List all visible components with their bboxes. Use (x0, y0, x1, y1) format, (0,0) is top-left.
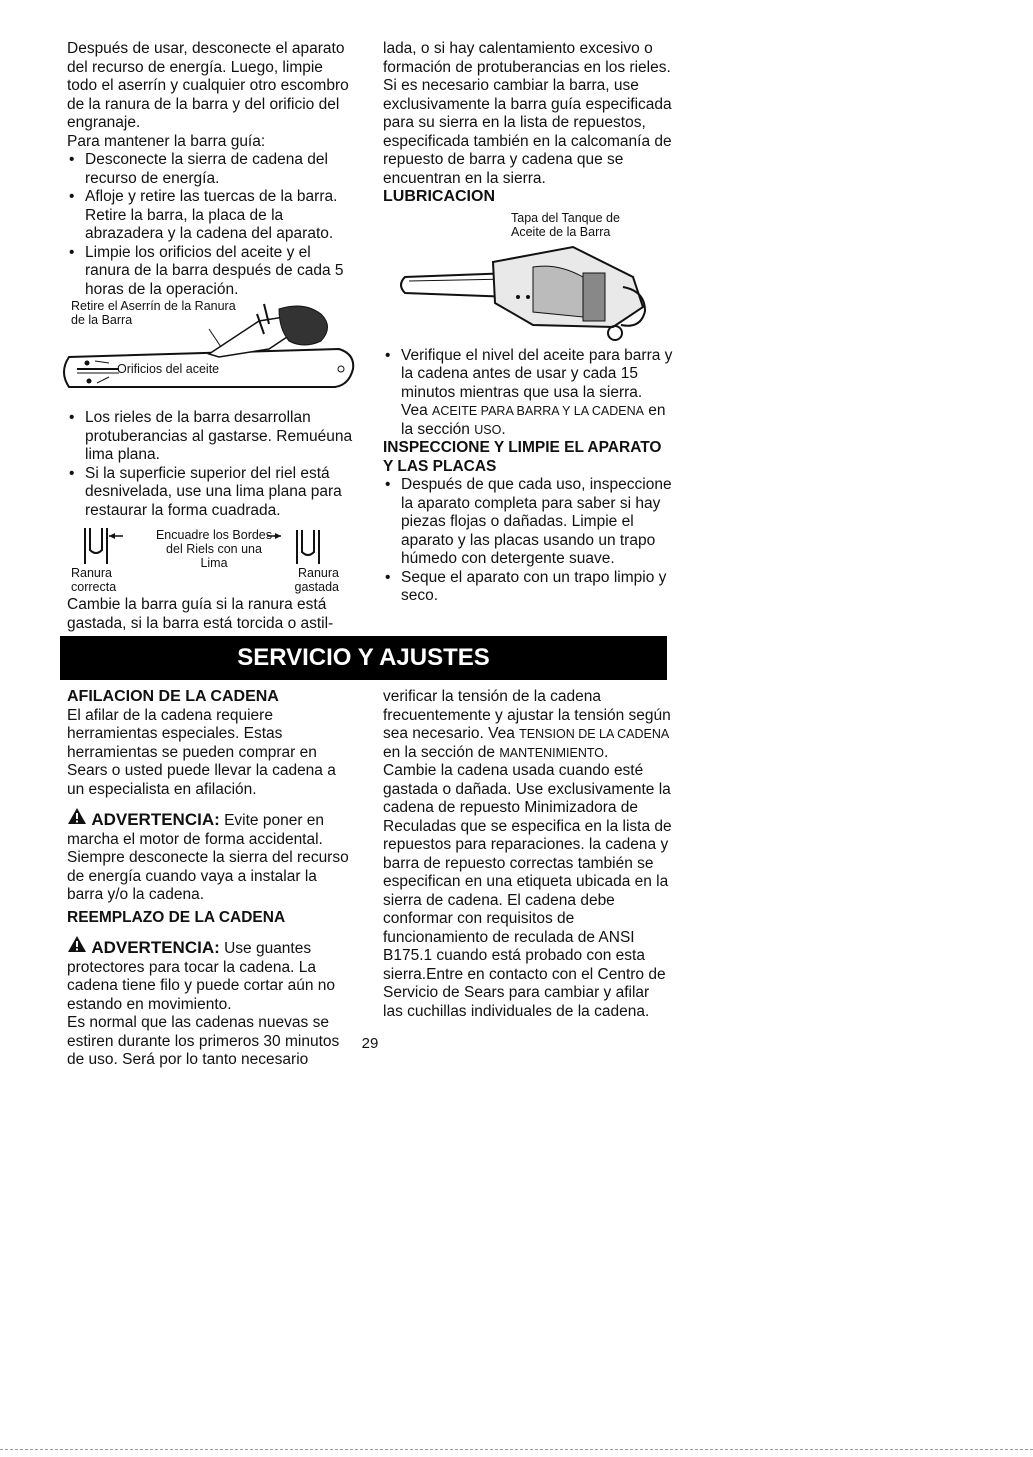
oil-cap-label: Tapa del Tanque de Aceite de la Barra (511, 210, 620, 239)
list-item: • Verifique el nivel del aceite para barra y la cadena antes de usar y cada 15 minutos mientras que usa la sierra. Vea ACEITE PARA BARRA Y LA CADENA en la sección USO. (383, 347, 673, 440)
sharpen-paragraph: El afilar de la cadena requiere herramientas especiales. Estas herramientas se pueden comprar en Sears o usted puede llevar la cadena a un especialista en afilación. (67, 706, 336, 798)
lub-ref-2: USO (474, 422, 502, 437)
tension-text-b: en la sección de (383, 743, 496, 761)
maintenance-ref: MANTENIMIENTO (499, 745, 604, 760)
list-item: • Desconecte la sierra de cadena del recurso de energía. (67, 151, 357, 188)
replace-chain-paragraph: Cambie la cadena usada cuando esté gastada o dañada. Use exclusivamente la cadena de repuesto Minimizadora de Reculadas que se especifica en la lista de repuestos para reparaciones. la cadena y barra de repuesto correctas también se especifican en una etiqueta ubicada en la sierra de cadena. El cadena debe conformar con requisitos de funcionamiento de reculada de ANSI B175.1 cuando está probado con esta sierra.Entre en contacto con el Centro de Servicio de Sears para cambiar y afilar las cuchillas individuales de la cadena. (383, 762, 672, 1020)
square-rails-label: Encuadre los Bordes del Riels con una Lima (155, 528, 273, 570)
replace-heading: REEMPLAZO DE LA CADENA (67, 908, 286, 926)
warning-2-text: Use guantes protectores para tocar la cadena. La cadena tiene filo y puede cortar aún no estando en movimiento. (67, 940, 335, 1013)
lubrication-heading: LUBRICACION (383, 188, 495, 205)
correct-groove-label: Ranura correcta (71, 566, 117, 594)
list-item: • Seque el aparato con un trapo limpio y seco. (383, 569, 673, 606)
lub-text-2: en la sección (401, 402, 666, 438)
list-item: • Los rieles de la barra desarrollan protuberancias al gastarse. Remuéuna lima plana. (67, 409, 357, 465)
list-item: • Si la superficie superior del riel está desnivelada, use una lima plana para restaurar la forma cuadrada. (67, 465, 357, 521)
page-number: 29 (361, 1035, 379, 1052)
lub-ref-1: ACEITE PARA BARRA Y LA CADENA (432, 404, 644, 418)
right-top-column (383, 40, 673, 606)
sharpen-heading: AFILACION DE LA CADENA (67, 688, 279, 705)
worn-groove-label: Ranura gastada (294, 566, 339, 594)
left-top-column (67, 40, 357, 633)
section-banner: SERVICIO Y AJUSTES (60, 636, 667, 680)
intro-paragraph: Después de usar, desconecte el aparato del recurso de energía. Luego, limpie todo el aserrín y cualquier otro escombro de la ranura de la barra y del orificio del engranaje. (67, 40, 349, 131)
warning-2 (67, 935, 357, 1014)
page-edge-divider (0, 1449, 1033, 1450)
stretch-paragraph: Es normal que las cadenas nuevas se estiren durante los primeros 30 minutos de uso. Será por lo tanto necesario (67, 1014, 340, 1068)
rail-groove-figure (67, 520, 347, 596)
right-bottom-column (383, 688, 673, 1021)
tension-paragraph: verificar la tensión de la cadena frecuentemente y ajustar la tensión según sea necesario. Vea TENSION DE LA CADENA en la sección de MANTENIMIENTO. (383, 688, 671, 761)
lub-text-1: Verifique el nivel del aceite para barra y la cadena antes de usar y cada 15 minutos mientras que usa la sierra. Vea (401, 346, 673, 419)
warning-icon (67, 812, 91, 829)
warning-1-text: Evite poner en marcha el motor de forma accidental. Siempre desconecte la sierra del recurso de energía cuando vaya a instalar la barra y/o la cadena. (67, 812, 349, 903)
bar-slot-label: Retire el Aserrín de la Ranura de la Barra (71, 299, 236, 327)
list-item: • Después de que cada uso, inspeccione la aparato completa para saber si hay piezas flojas o dañadas. Limpie el aparato y las placas usando un trapo húmedo con detergente suave. (383, 476, 673, 569)
inspect-heading: INSPECCIONE Y LIMPIE EL APARATO Y LAS PLACAS (383, 439, 662, 475)
list-item: • Afloje y retire las tuercas de la barra. Retire la barra, la placa de la abrazadera y la cadena del aparato. (67, 188, 357, 244)
list-item: • Limpie los orificios del aceite y el ranura de la barra después de cada 5 horas de la operación. (67, 244, 357, 300)
tension-text-a: verificar la tensión de la cadena frecuentemente y ajustar la tensión según sea necesario. Vea (383, 688, 671, 742)
warning-label: ADVERTENCIA: (91, 810, 220, 829)
chainsaw-figure (383, 207, 673, 347)
oil-holes-label: Orificios del aceite (117, 362, 220, 376)
change-bar-paragraph: Cambie la barra guía si la ranura está gastada, si la barra está torcida o astil- (67, 596, 334, 632)
keep-bar-heading: Para mantener la barra guía: (67, 132, 266, 150)
warning-icon (67, 940, 91, 957)
tension-ref: TENSION DE LA CADENA (519, 727, 670, 741)
bar-continued-paragraph: lada, o si hay calentamiento excesivo o formación de protuberancias en los rieles. Si es necesario cambiar la barra, use exclusivamente la barra guía especificada para su sierra en la lista de repuestos, especificada también en la calcomanía de repuesto de barra y cadena que se encuentran en la sierra. (383, 40, 672, 187)
bar-cleaning-figure (59, 299, 359, 409)
warning-label: ADVERTENCIA: (91, 938, 220, 957)
left-bottom-column (67, 688, 357, 1070)
warning-1 (67, 807, 357, 905)
